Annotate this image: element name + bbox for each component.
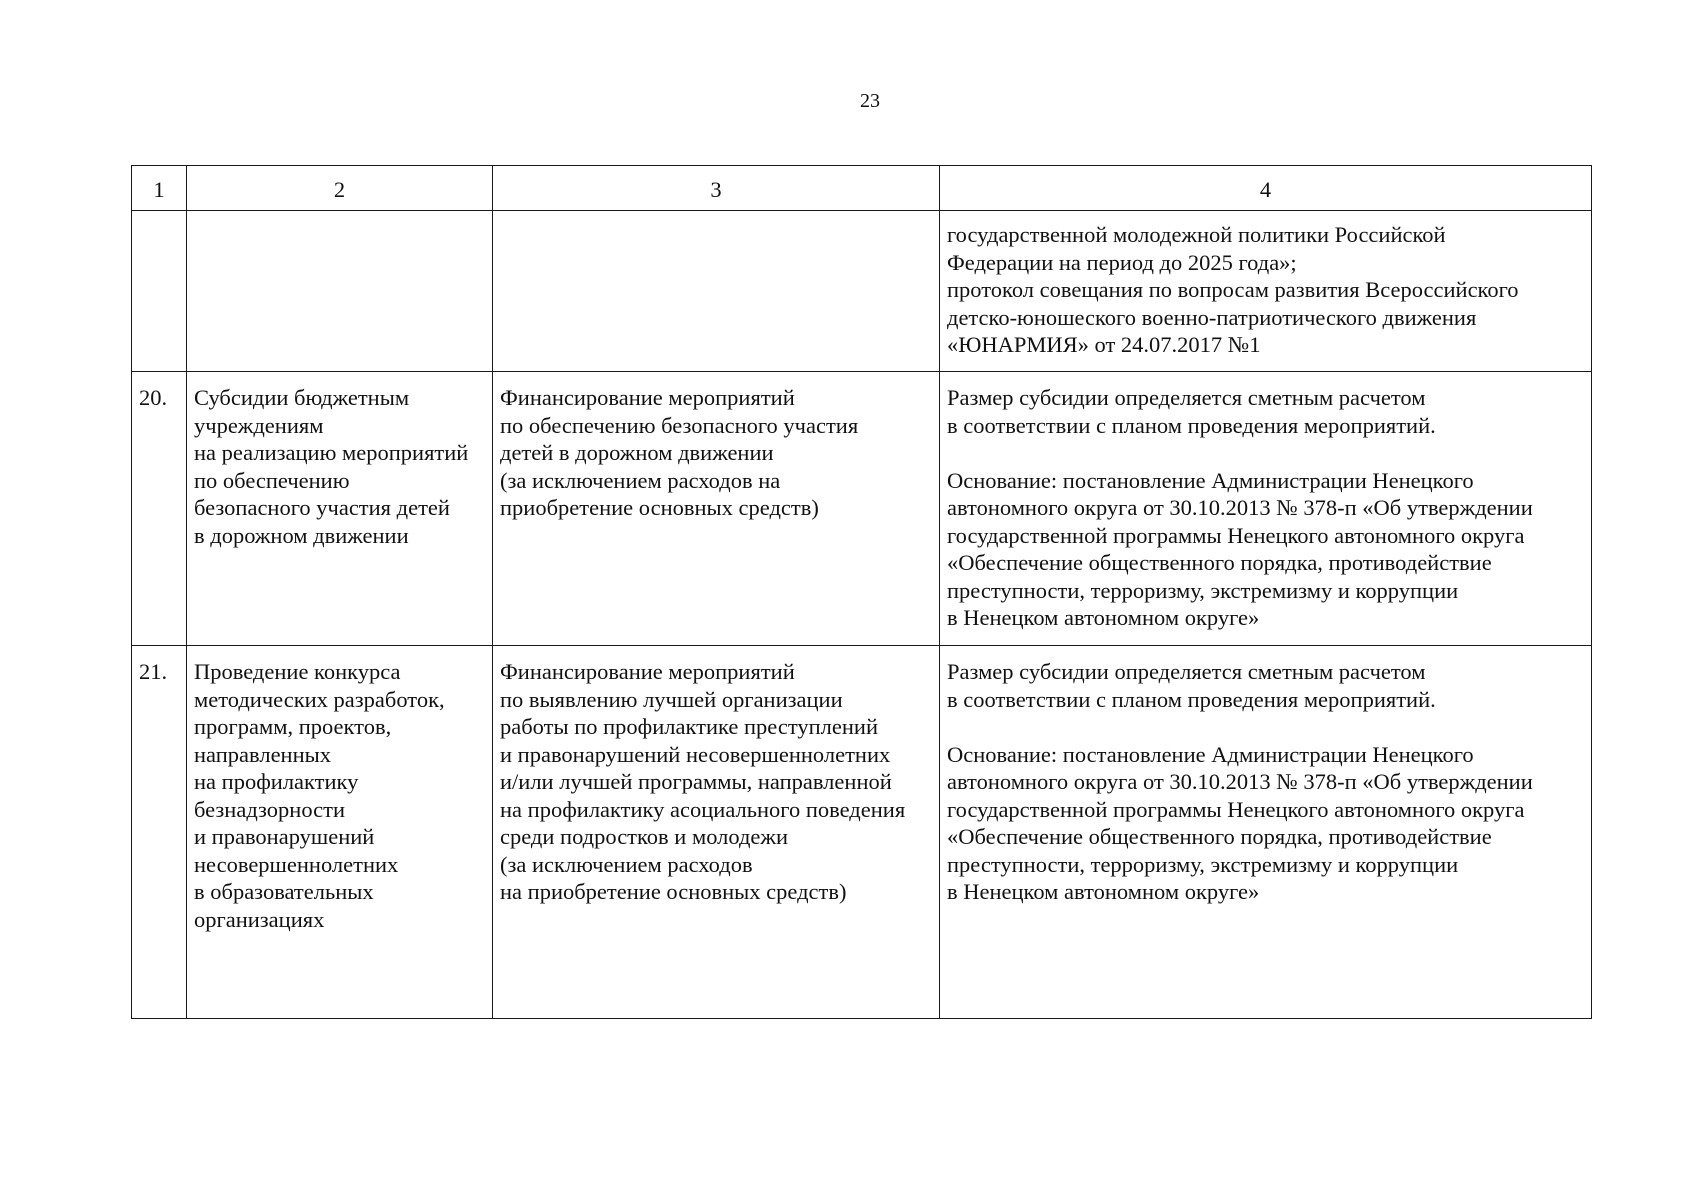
- text-line: на реализацию мероприятий: [194, 440, 469, 465]
- legal-basis-text: [947, 467, 1584, 632]
- text-line: автономного округа от 30.10.2013 № 378-п «Об утверждении: [947, 769, 1533, 794]
- text-line: государственной программы Ненецкого автономного округа: [947, 796, 1525, 822]
- text-line: в соответствии с планом проведения мероприятий.: [947, 686, 1436, 712]
- text-line: программ, проектов,: [194, 714, 392, 739]
- header-col-4: 4: [940, 166, 1592, 211]
- text-line: (за исключением расходов на: [500, 467, 781, 493]
- table-row-20: [132, 372, 1592, 646]
- row-number: 21.: [132, 646, 187, 1019]
- text-line: несовершеннолетних: [194, 851, 399, 877]
- text-line: Размер субсидии определяется сметным расчетом: [947, 659, 1426, 684]
- row-title-cell: [187, 646, 493, 1019]
- row-title-cell: [187, 211, 493, 372]
- text-line: среди подростков и молодежи: [500, 824, 789, 849]
- row-description-cell: [493, 646, 940, 1019]
- text-line: детей в дорожном движении: [500, 440, 774, 465]
- header-col-3: 3: [493, 166, 940, 211]
- text-line: государственной программы Ненецкого автономного округа: [947, 522, 1525, 548]
- subsidy-size-text: [947, 384, 1584, 439]
- row-basis-cell: [940, 646, 1592, 1019]
- text-line: протокол совещания по вопросам развития Всероссийского: [947, 277, 1519, 302]
- text-line: и правонарушений: [194, 824, 375, 849]
- text-line: «ЮНАРМИЯ» от 24.07.2017 №1: [947, 332, 1261, 357]
- row-description-cell: [493, 211, 940, 372]
- text-line: в Ненецком автономном округе»: [947, 879, 1260, 904]
- header-col-1: 1: [132, 166, 187, 211]
- row-description-cell: [493, 372, 940, 646]
- text-line: методических разработок,: [194, 686, 445, 712]
- subsidy-size-text: [947, 658, 1584, 713]
- text-line: организациях: [194, 906, 325, 932]
- text-line: в дорожном движении: [194, 522, 409, 548]
- header-col-2: 2: [187, 166, 493, 211]
- text-line: Проведение конкурса: [194, 659, 401, 684]
- text-line: преступности, терроризму, экстремизму и коррупции: [947, 851, 1459, 877]
- text-line: безнадзорности: [194, 796, 346, 822]
- text-line: (за исключением расходов: [500, 851, 753, 877]
- row-basis-cell: [940, 211, 1592, 372]
- text-line: учреждениям: [194, 412, 324, 438]
- document-table: [131, 165, 1592, 1019]
- text-line: по обеспечению безопасного участия: [500, 412, 859, 438]
- text-line: направленных: [194, 741, 331, 767]
- text-line: безопасного участия детей: [194, 495, 450, 520]
- text-line: преступности, терроризму, экстремизму и коррупции: [947, 577, 1459, 603]
- text-line: «Обеспечение общественного порядка, противодействие: [947, 550, 1492, 575]
- text-line: по выявлению лучшей организации: [500, 686, 843, 712]
- text-line: детско-юношеского военно-патриотического движения: [947, 304, 1477, 330]
- text-line: приобретение основных средств): [500, 495, 819, 520]
- text-line: на приобретение основных средств): [500, 879, 847, 904]
- row-number: 20.: [132, 372, 187, 646]
- text-line: автономного округа от 30.10.2013 № 378-п «Об утверждении: [947, 495, 1533, 520]
- text-line: по обеспечению: [194, 467, 350, 493]
- row-number: [132, 211, 187, 372]
- text-line: Федерации на период до 2025 года»;: [947, 249, 1297, 275]
- text-line: Финансирование мероприятий: [500, 385, 795, 410]
- text-line: в образовательных: [194, 879, 374, 904]
- text-line: и/или лучшей программы, направленной: [500, 769, 892, 794]
- row-title-cell: [187, 372, 493, 646]
- text-line: на профилактику асоциального поведения: [500, 796, 906, 822]
- table-row-21: [132, 646, 1592, 1019]
- text-line: Размер субсидии определяется сметным расчетом: [947, 385, 1426, 410]
- text-line: на профилактику: [194, 769, 359, 794]
- text-line: государственной молодежной политики Российской: [947, 222, 1446, 247]
- legal-basis-text: [947, 741, 1584, 906]
- text-line: в соответствии с планом проведения мероприятий.: [947, 412, 1436, 438]
- text-line: работы по профилактике преступлений: [500, 714, 878, 739]
- text-line: Основание: постановление Администрации Ненецкого: [947, 741, 1474, 767]
- text-line: Финансирование мероприятий: [500, 659, 795, 684]
- text-line: Основание: постановление Администрации Ненецкого: [947, 467, 1474, 493]
- header-row: [132, 166, 1592, 211]
- table-row-continuation: [132, 211, 1592, 372]
- text-line: Субсидии бюджетным: [194, 385, 410, 410]
- row-basis-cell: [940, 372, 1592, 646]
- text-line: «Обеспечение общественного порядка, противодействие: [947, 824, 1492, 849]
- text-line: в Ненецком автономном округе»: [947, 605, 1260, 630]
- page-number: 23: [860, 90, 880, 112]
- text-line: и правонарушений несовершеннолетних: [500, 741, 891, 767]
